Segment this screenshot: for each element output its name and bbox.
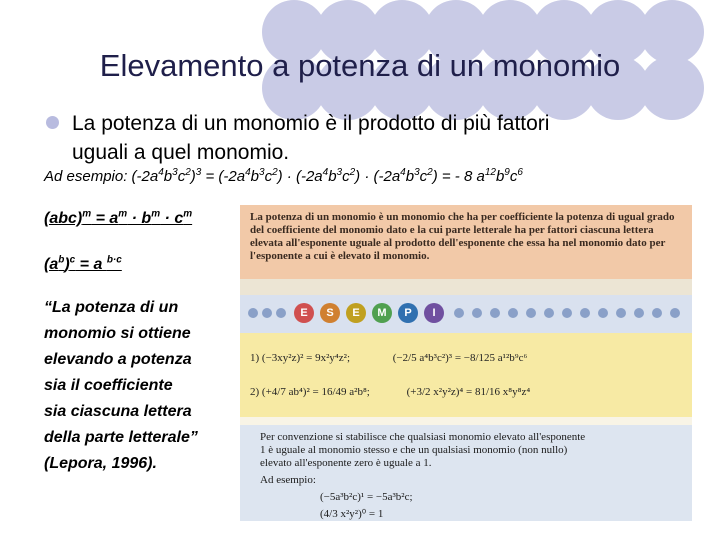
convention-text: Per convenzione si stabilisce che qualsiasi monomio elevato all'esponente 1 è uguale al monomio stesso e che un qualsiasi monomio (non nullo) elevato all'esponente zero è uguale a 1. [260, 431, 586, 469]
banner-dot [248, 308, 258, 318]
convention-example-1: (−5a³b²c)¹ = −5a³b²c; [320, 491, 413, 503]
separator [240, 417, 692, 425]
tab-letter: P [398, 303, 418, 323]
banner-dot [276, 308, 286, 318]
banner-dot [472, 308, 482, 318]
example-2-right: (+3/2 x²y²z)⁴ = 81/16 x⁸y⁸z⁴ [406, 386, 531, 398]
banner-dot [598, 308, 608, 318]
textbook-excerpt-image [240, 205, 692, 521]
formula-power-of-power: $(a^b)^c = a$ $^{b\cdot c}$ [44, 254, 122, 273]
banner-dot [544, 308, 554, 318]
quote-line: sia il coefficiente [44, 377, 173, 394]
bullet-text [72, 109, 672, 167]
quote-line: monomio si ottiene [44, 325, 191, 342]
banner-dot [454, 308, 464, 318]
quote-block [44, 295, 234, 477]
banner-dot [634, 308, 644, 318]
example-1-left: 1) (−3xy²z)² = 9x²y⁴z²; [250, 352, 350, 364]
quote-line: sia ciascuna lettera [44, 403, 192, 420]
quote-line: “La potenza di un [44, 299, 179, 316]
banner-dot [580, 308, 590, 318]
quote-line: (Lepora, 1996). [44, 455, 157, 472]
definition-box: La potenza di un monomio è un monomio che ha per coefficiente la potenza di ugual grado del coefficiente del monomio dato e la cui parte letterale ha per fattori ciascuna lettera elevata all'esponente uguale al prodotto dell'esponente che essa ha nel monomio dato per l'esponente a cui è elevato il monomio. [240, 205, 692, 279]
tab-letter: S [320, 303, 340, 323]
esempi-banner [240, 295, 692, 333]
example-2-left: 2) (+4/7 ab⁴)² = 16/49 a²b⁸; [250, 386, 370, 398]
example-1-right: (−2/5 a⁴b³c²)³ = −8/125 a¹²b⁹c⁶ [392, 352, 528, 364]
convention-box [240, 425, 692, 521]
quote-line: elevando a potenza [44, 351, 192, 368]
slide-title: Elevamento a potenza di un monomio [99, 48, 621, 83]
banner-dot [490, 308, 500, 318]
example-line: Ad esempio: $(-2a^4b^3c^2)^3 = (-2a^4b^3c^2) \cdot (-2a^4b^3c^2) \cdot (-2a^4b^3c^2)$ = - 8 $a^{12}b^9c^6$ [44, 167, 523, 185]
bullet-line-1: La potenza di un monomio è il prodotto di più fattori [72, 112, 550, 135]
tab-letter: M [372, 303, 392, 323]
example-row-1 [250, 341, 682, 375]
banner-dot [652, 308, 662, 318]
example-row-2 [250, 375, 682, 409]
banner-dot [262, 308, 272, 318]
banner-dot [616, 308, 626, 318]
bullet-line-2: uguali a quel monomio. [72, 141, 290, 164]
quote-line: della parte letterale” [44, 429, 198, 446]
tab-letter: E [294, 303, 314, 323]
convention-example-2: (4/3 x²y²)⁰ = 1 [320, 508, 384, 520]
formula-product-power: $(abc)^m = a^m \cdot b^m \cdot c^m$ [44, 208, 193, 227]
convention-example-label: Ad esempio: [260, 474, 316, 486]
banner-dot [670, 308, 680, 318]
examples-box [240, 333, 692, 417]
banner-dot [562, 308, 572, 318]
faded-text-strip [240, 279, 692, 295]
tab-letter: E [346, 303, 366, 323]
tab-letter: I [424, 303, 444, 323]
banner-dot [526, 308, 536, 318]
bullet-dot [46, 116, 59, 129]
banner-dot [508, 308, 518, 318]
